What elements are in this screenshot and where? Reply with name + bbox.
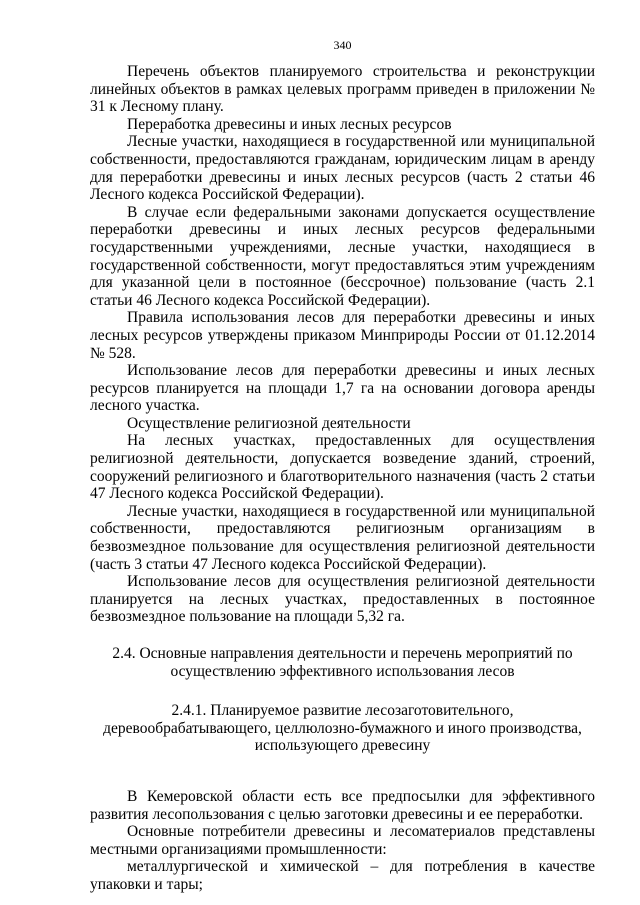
paragraph-processing-area: Использование лесов для переработки древесины и иных лесных ресурсов планируется на площади 1,7 га на основании договора аренды лесного участка. bbox=[90, 362, 595, 415]
section-heading: 2.4. Основные направления деятельности и перечень мероприятий по осуществлению эффективного использования лесов bbox=[112, 645, 573, 680]
paragraph-religious-area: Использование лесов для осуществления религиозной деятельности планируется на лесных участках, предоставленных в постоянное безвозмездное пользование на площади 5,32 га. bbox=[90, 573, 595, 626]
paragraph-usage-rules: Правила использования лесов для переработки древесины и иных лесных ресурсов утверждены приказом Минприроды России от 01.12.2014 № 528. bbox=[90, 309, 595, 362]
document-page bbox=[90, 0, 595, 905]
paragraph-linear-objects: Перечень объектов планируемого строительства и реконструкции линейных объектов в рамках целевых программ приведен в приложении № 31 к Лесному плану. bbox=[90, 63, 595, 116]
paragraph-kemerovo-prerequisites: В Кемеровской области есть все предпосылки для эффективного развития лесопользования с целью заготовки древесины и ее переработки. bbox=[90, 787, 595, 823]
paragraph-religious-free-use: Лесные участки, находящиеся в государственной или муниципальной собственности, предоставляются религиозным организациям в безвозмездное пользование для осуществления религиозной деятельности (часть 3 статьи 47 Лесного кодекса Российской Федерации). bbox=[90, 502, 595, 573]
paragraph-main-consumers: Основные потребители древесины и лесоматериалов представлены местными организациями промышленности: bbox=[90, 823, 595, 858]
document-body bbox=[90, 63, 595, 894]
subsection-heading: 2.4.1. Планируемое развитие лесозаготовительного, деревообрабатывающего, целлюлозно-бумажного и иного производства, использующего древесину bbox=[103, 702, 582, 755]
paragraph-religious-buildings: На лесных участках, предоставленных для осуществления религиозной деятельности, допускается возведение зданий, строений, сооружений религиозного и благотворительного назначения (часть 2 статьи 47 Лесного кодекса Российской Федерации). bbox=[90, 432, 595, 503]
paragraph-metallurgy-chemistry: металлургической и химической – для потребления в качестве упаковки и тары; bbox=[90, 858, 595, 893]
paragraph-lease-for-processing: Лесные участки, находящиеся в государственной или муниципальной собственности, предоставляются гражданам, юридическим лицам в аренду для переработки древесины и иных лесных ресурсов (часть 2 статьи 46 Лесного кодекса Российской Федерации). bbox=[90, 133, 595, 204]
page-number: 340 bbox=[333, 38, 352, 52]
subheading-religious-activity: Осуществление религиозной деятельности bbox=[127, 414, 411, 432]
paragraph-federal-institutions: В случае если федеральными законами допускается осуществление переработки древесины и иных лесных ресурсов федеральными государственными учреждениями, лесные участки, находящиеся в государственной собственности, могут предоставляться этим учреждениям для указанной цели в постоянное (бессрочное) пользование (часть 2.1 статьи 46 Лесного кодекса Российской Федерации). bbox=[90, 203, 595, 309]
subheading-wood-processing: Переработка древесины и иных лесных ресурсов bbox=[127, 115, 452, 133]
